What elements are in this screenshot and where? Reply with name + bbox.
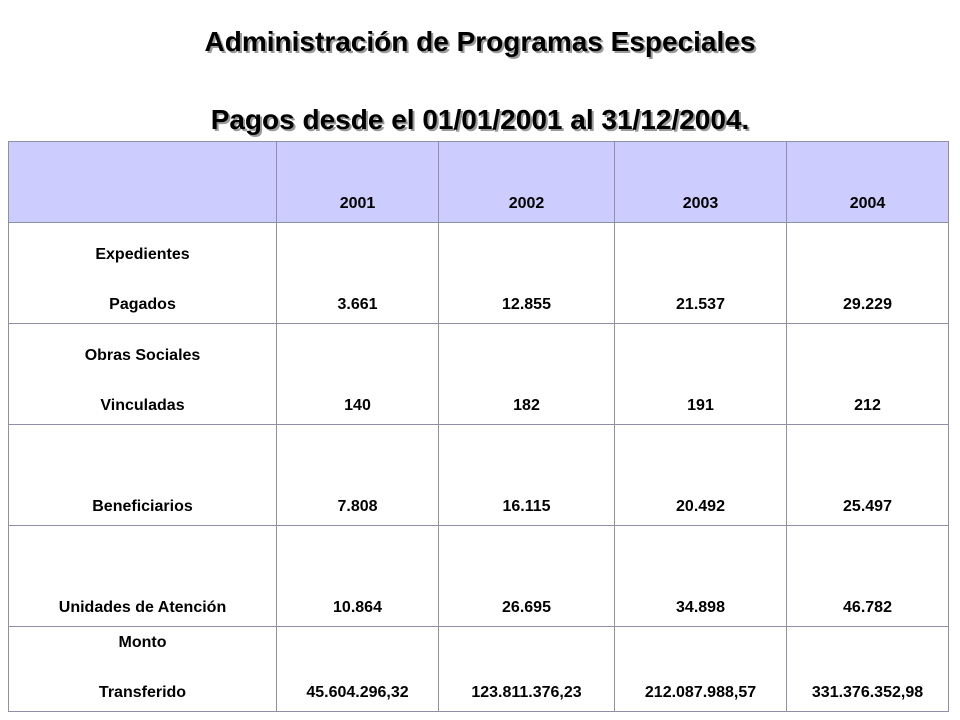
table-row xyxy=(9,324,949,425)
table-cell: 212.087.988,57 xyxy=(615,627,787,712)
table-cell: 212 xyxy=(787,324,949,425)
table-cell: 21.537 xyxy=(615,223,787,324)
table-cell: 45.604.296,32 xyxy=(277,627,439,712)
table-cell: 191 xyxy=(615,324,787,425)
row-label: Expedientes Pagados xyxy=(9,223,277,324)
table-cell: 140 xyxy=(277,324,439,425)
table-cell: 123.811.376,23 xyxy=(439,627,615,712)
table-cell: 34.898 xyxy=(615,526,787,627)
table-cell: 3.661 xyxy=(277,223,439,324)
table-cell: 25.497 xyxy=(787,425,949,526)
table-cell: 7.808 xyxy=(277,425,439,526)
table-cell: 16.115 xyxy=(439,425,615,526)
table-cell: 29.229 xyxy=(787,223,949,324)
table-cell: 20.492 xyxy=(615,425,787,526)
table-cell: 46.782 xyxy=(787,526,949,627)
table-row xyxy=(9,627,949,712)
table-cell: 26.695 xyxy=(439,526,615,627)
header-cell-2001: 2001 xyxy=(277,142,439,223)
table-header-row xyxy=(9,142,949,223)
header-cell-2003: 2003 xyxy=(615,142,787,223)
table-row xyxy=(9,526,949,627)
table-cell: 331.376.352,98 xyxy=(787,627,949,712)
table-cell: 12.855 xyxy=(439,223,615,324)
table-row xyxy=(9,223,949,324)
table-cell: 10.864 xyxy=(277,526,439,627)
header-cell-2002: 2002 xyxy=(439,142,615,223)
table-row xyxy=(9,425,949,526)
row-label: Beneficiarios xyxy=(9,425,277,526)
page-subtitle: Pagos desde el 01/01/2001 al 31/12/2004. xyxy=(210,104,750,135)
row-label: Monto Transferido xyxy=(9,627,277,712)
header-cell-2004: 2004 xyxy=(787,142,949,223)
page-title: Administración de Programas Especiales xyxy=(204,26,756,57)
header-cell-empty xyxy=(9,142,277,223)
row-label: Unidades de Atención xyxy=(9,526,277,627)
row-label: Obras Sociales Vinculadas xyxy=(9,324,277,425)
table-cell: 182 xyxy=(439,324,615,425)
payments-table xyxy=(8,141,949,712)
